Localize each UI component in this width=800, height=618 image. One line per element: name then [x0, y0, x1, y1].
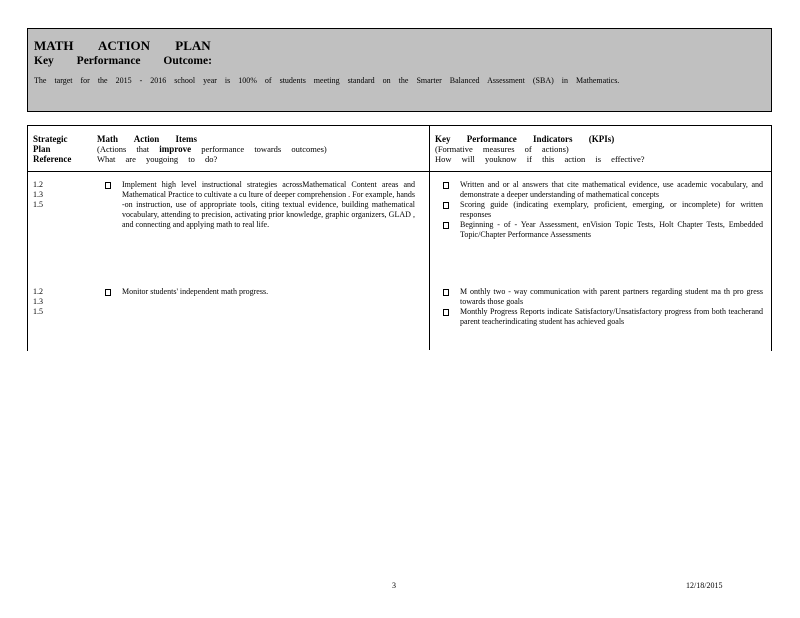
action-item: Implement high level instructional strategies acrossMathematical Content areas and Mathematical Practice to cultivate a cu lture of deeper comprehension . For example, hands -on instruction, use of appropriate tools, citing textual evidence, building mathematical vocabulary, attending to precision, activating prior knowledge, graphic organizers, GLAD , and connecting and applying math to real life.: [105, 180, 415, 230]
ref-column-header: [33, 134, 71, 164]
footer-date: 12/18/2015: [686, 581, 723, 590]
kpi-item: M onthly two - way communication with parent partners regarding student ma th pro gress towards those goals: [443, 287, 763, 307]
plan-title: MATH ACTION PLAN: [34, 38, 211, 53]
reference-number: 1.3: [33, 190, 43, 199]
action-sub-text: (Actions that: [97, 144, 160, 154]
row-references: [33, 287, 43, 317]
kpi-item: Monthly Progress Reports indicate Satisfactory/Unsatisfactory progress from both teacherand parent teacherindicating student has achieved goals: [443, 307, 763, 327]
kpi-column-header: [435, 134, 765, 164]
action-header-subtitle: [97, 144, 417, 154]
reference-number: 1.2: [33, 287, 43, 296]
page-number: 3: [392, 581, 396, 590]
reference-number: 1.5: [33, 307, 43, 316]
kpi-header-subtitle: (Formative measures of actions): [435, 144, 569, 154]
action-sub-emphasis: improve: [159, 144, 192, 154]
kpi-item: Written and or al answers that cite mathematical evidence, use academic vocabulary, and demonstrate a deeper understanding of mathematical concepts: [443, 180, 763, 200]
column-divider: [429, 126, 430, 350]
kpi-item: Scoring guide (indicating exemplary, proficient, emerging, or incomplete) for written responses: [443, 200, 763, 220]
reference-number: 1.3: [33, 297, 43, 306]
ref-header-line: Plan: [33, 144, 51, 154]
ref-header-line: Strategic: [33, 134, 68, 144]
action-sub-text: performance towards outcomes): [191, 144, 327, 154]
action-column-header: [97, 134, 417, 164]
kpi-header-question: How will youknow if this action is effective?: [435, 154, 645, 164]
reference-number: 1.5: [33, 200, 43, 209]
reference-number: 1.2: [33, 180, 43, 189]
action-header-title: Math Action Items: [97, 134, 197, 144]
ref-header-line: Reference: [33, 154, 72, 164]
header-divider: [28, 171, 771, 172]
kpi-item: Beginning - of - Year Assessment, enVision Topic Tests, Holt Chapter Tests, Embedded Topic/Chapter Performance Assessments: [443, 220, 763, 240]
target-statement: The target for the 2015 - 2016 school year is 100% of students meeting standard on the Smarter Balanced Assessment (SBA) in Mathematics.: [34, 76, 620, 85]
action-plan-table: [27, 125, 772, 351]
kpi-list: [443, 180, 763, 240]
kpi-list: [443, 287, 763, 327]
plan-header: [27, 28, 772, 112]
row-references: [33, 180, 43, 210]
action-list: [105, 287, 415, 297]
outcome-label: Key Performance Outcome:: [34, 55, 212, 67]
action-list: [105, 180, 415, 230]
kpi-header-title: Key Performance Indicators (KPIs): [435, 134, 615, 144]
action-header-question: What are yougoing to do?: [97, 154, 218, 164]
action-item: Monitor students' independent math progress.: [105, 287, 415, 297]
